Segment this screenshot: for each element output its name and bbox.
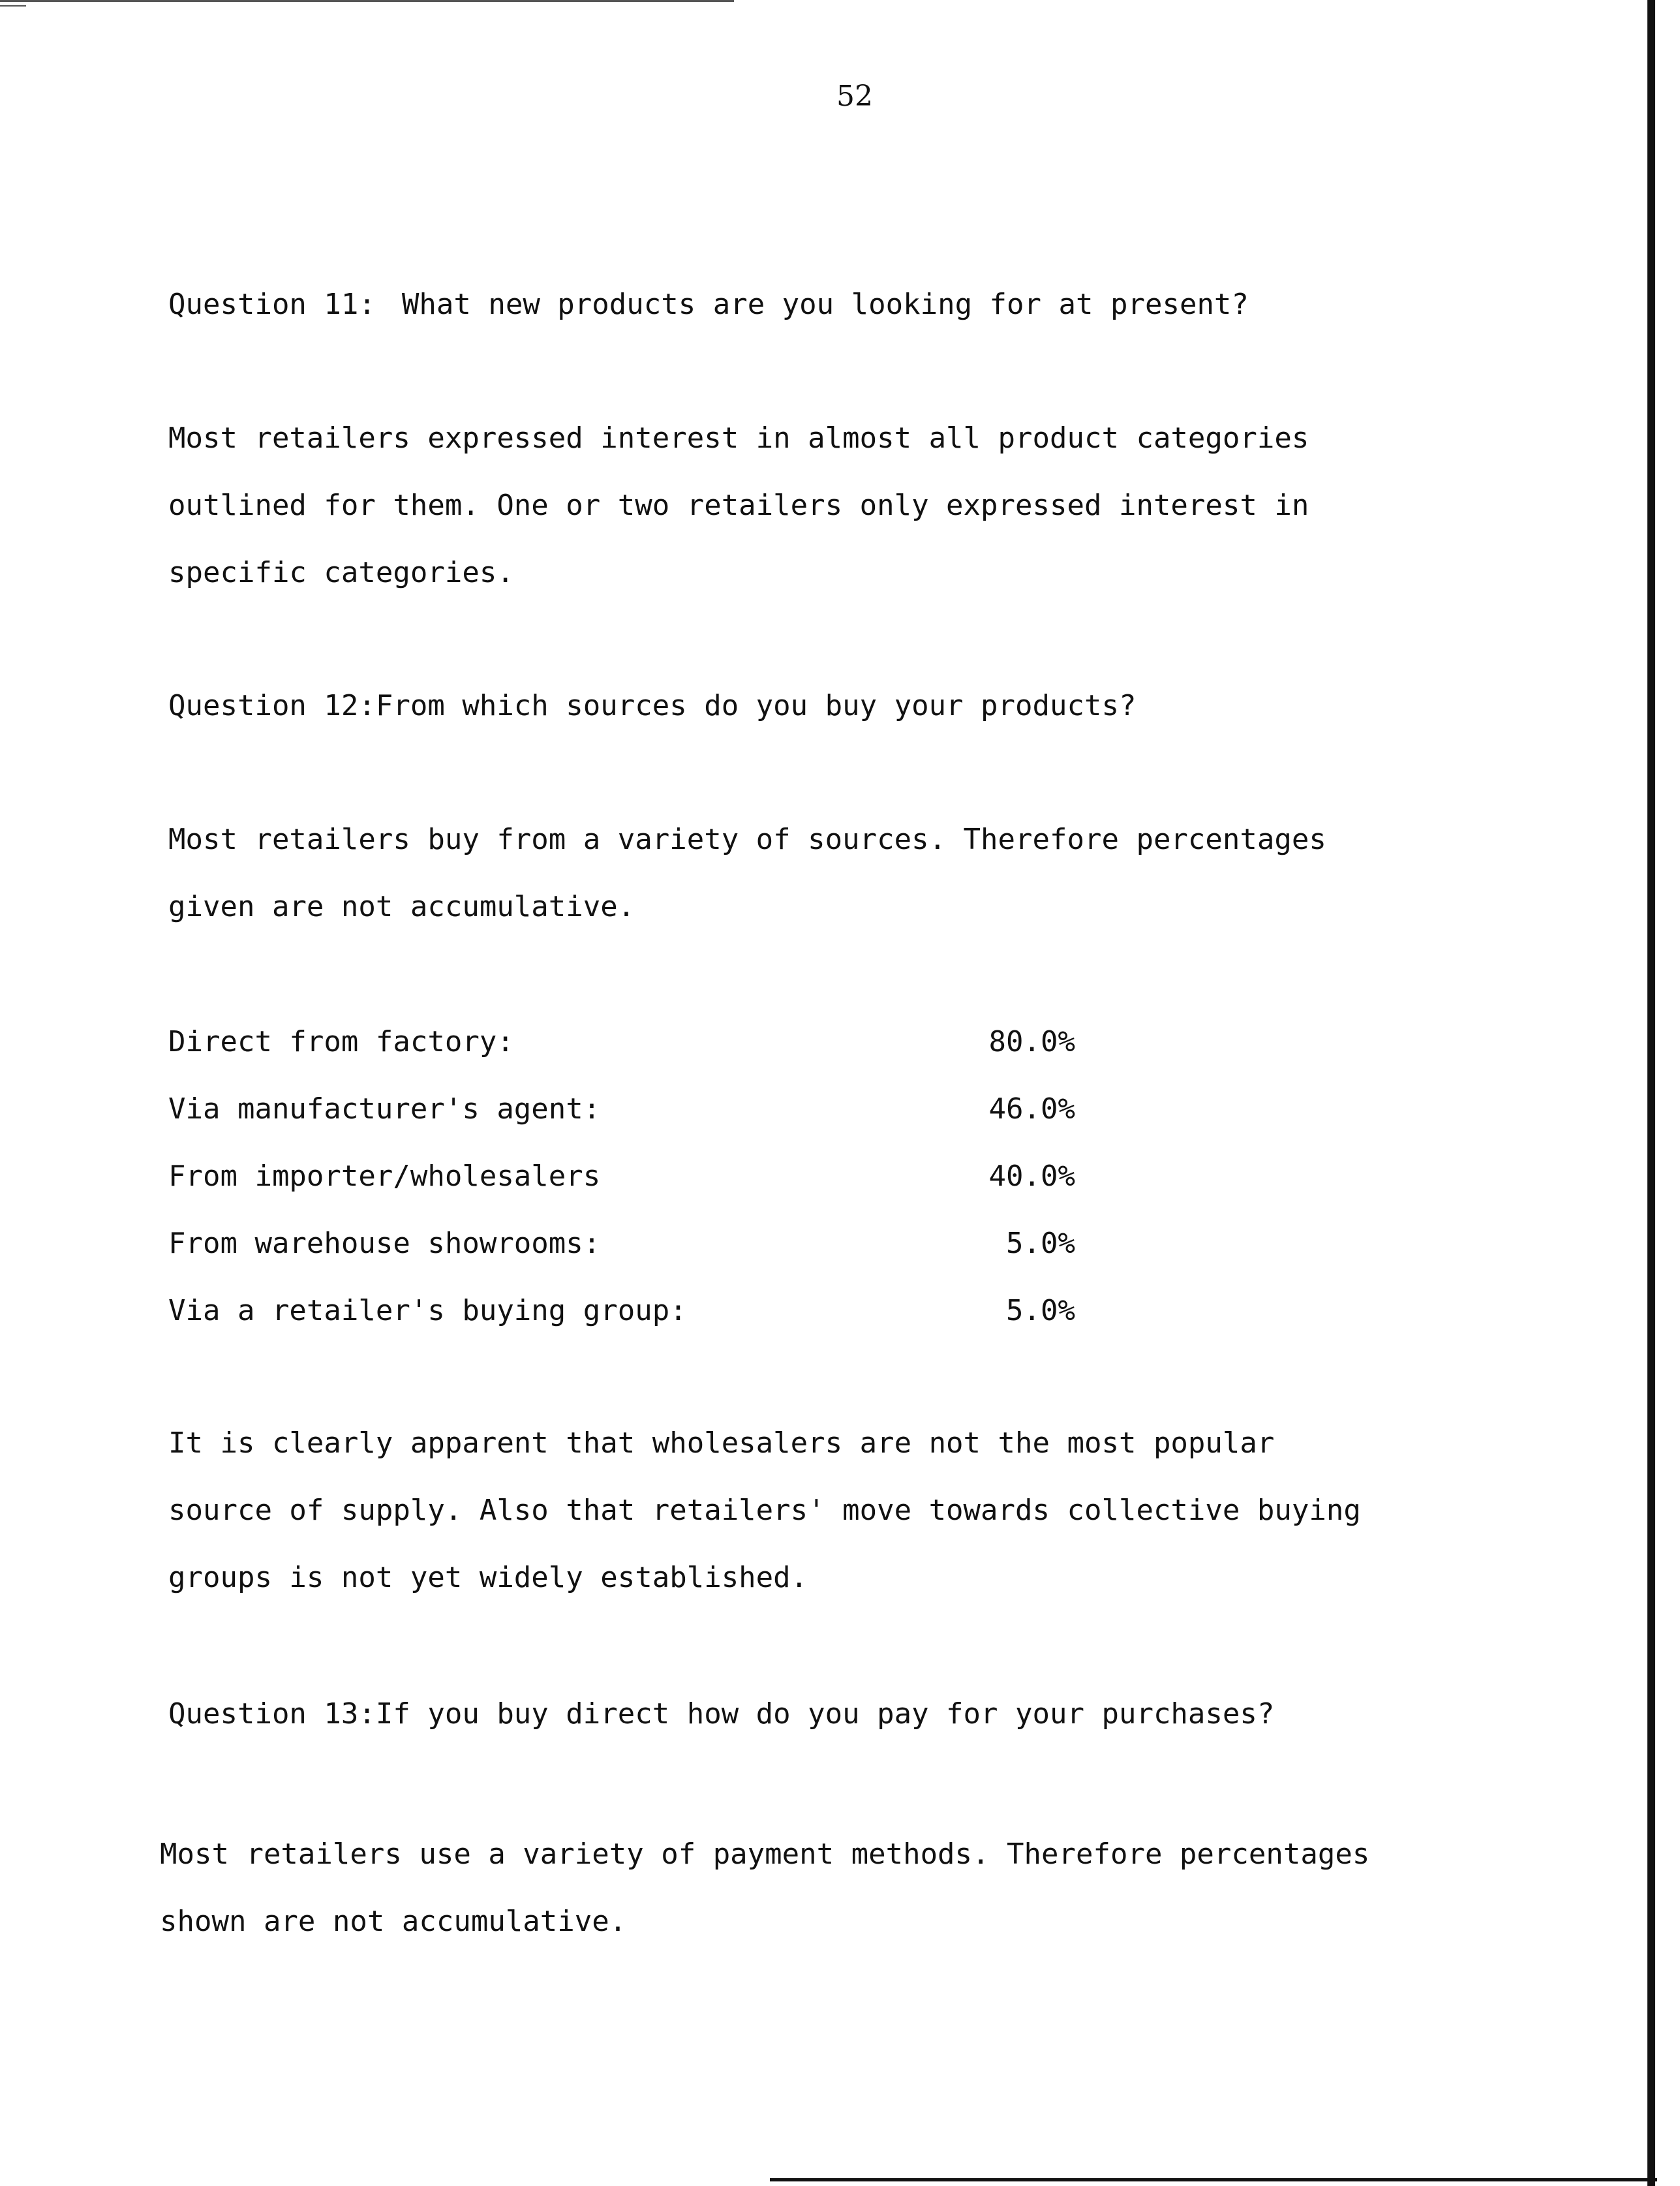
conclusion-line: groups is not yet widely established. — [168, 1561, 808, 1594]
bottom-rule-line — [770, 2178, 1657, 2181]
question-12-heading: Question 12:From which sources do you buy your products? — [168, 689, 1137, 722]
question-13-answer — [160, 1821, 1373, 1955]
source-label: Direct from factory: — [168, 1025, 514, 1058]
question-13-heading: Question 13:If you buy direct how do you pay for your purchases? — [168, 1697, 1275, 1731]
answer-line: outlined for them. One or two retailers only expressed interest in — [168, 489, 1309, 522]
source-percentage: 5.0% — [1006, 1294, 1075, 1327]
question-11-answer — [168, 405, 1382, 606]
source-percentage: 40.0% — [988, 1160, 1075, 1193]
question-12-intro — [168, 806, 1382, 940]
right-edge-bar — [1647, 0, 1655, 2186]
page-number: 52 — [836, 80, 873, 113]
source-label: From warehouse showrooms: — [168, 1227, 601, 1260]
source-row-warehouse-showrooms — [168, 1210, 1382, 1277]
answer-line: Most retailers expressed interest in almost all product categories — [168, 422, 1309, 455]
answer-line: Most retailers use a variety of payment methods. Therefore percentages — [160, 1838, 1370, 1871]
question-11-heading — [168, 271, 1382, 338]
intro-line: Most retailers buy from a variety of sources. Therefore percentages — [168, 823, 1326, 856]
source-row-buying-group — [168, 1277, 1382, 1344]
source-percentage: 5.0% — [1006, 1227, 1075, 1260]
source-row-manufacturer-agent — [168, 1075, 1382, 1143]
source-row-importer-wholesalers — [168, 1143, 1382, 1210]
top-rule-dash — [0, 5, 26, 7]
source-row-direct-factory — [168, 1008, 1382, 1075]
conclusion-line: source of supply. Also that retailers' move towards collective buying — [168, 1494, 1361, 1527]
question-12-conclusion — [168, 1409, 1382, 1611]
question-11-text: What new products are you looking for at present? — [401, 288, 1249, 321]
source-label: From importer/wholesalers — [168, 1160, 601, 1193]
conclusion-line: It is clearly apparent that wholesalers are not the most popular — [168, 1426, 1275, 1460]
intro-line: given are not accumulative. — [168, 890, 635, 923]
top-rule-line — [0, 0, 734, 2]
sources-list — [168, 1008, 1382, 1344]
source-label: Via manufacturer's agent: — [168, 1092, 601, 1126]
source-percentage: 80.0% — [988, 1025, 1075, 1058]
answer-line: shown are not accumulative. — [160, 1905, 627, 1938]
source-label: Via a retailer's buying group: — [168, 1294, 687, 1327]
source-percentage: 46.0% — [988, 1092, 1075, 1126]
question-11-label: Question 11: — [168, 288, 376, 321]
answer-line: specific categories. — [168, 556, 514, 589]
